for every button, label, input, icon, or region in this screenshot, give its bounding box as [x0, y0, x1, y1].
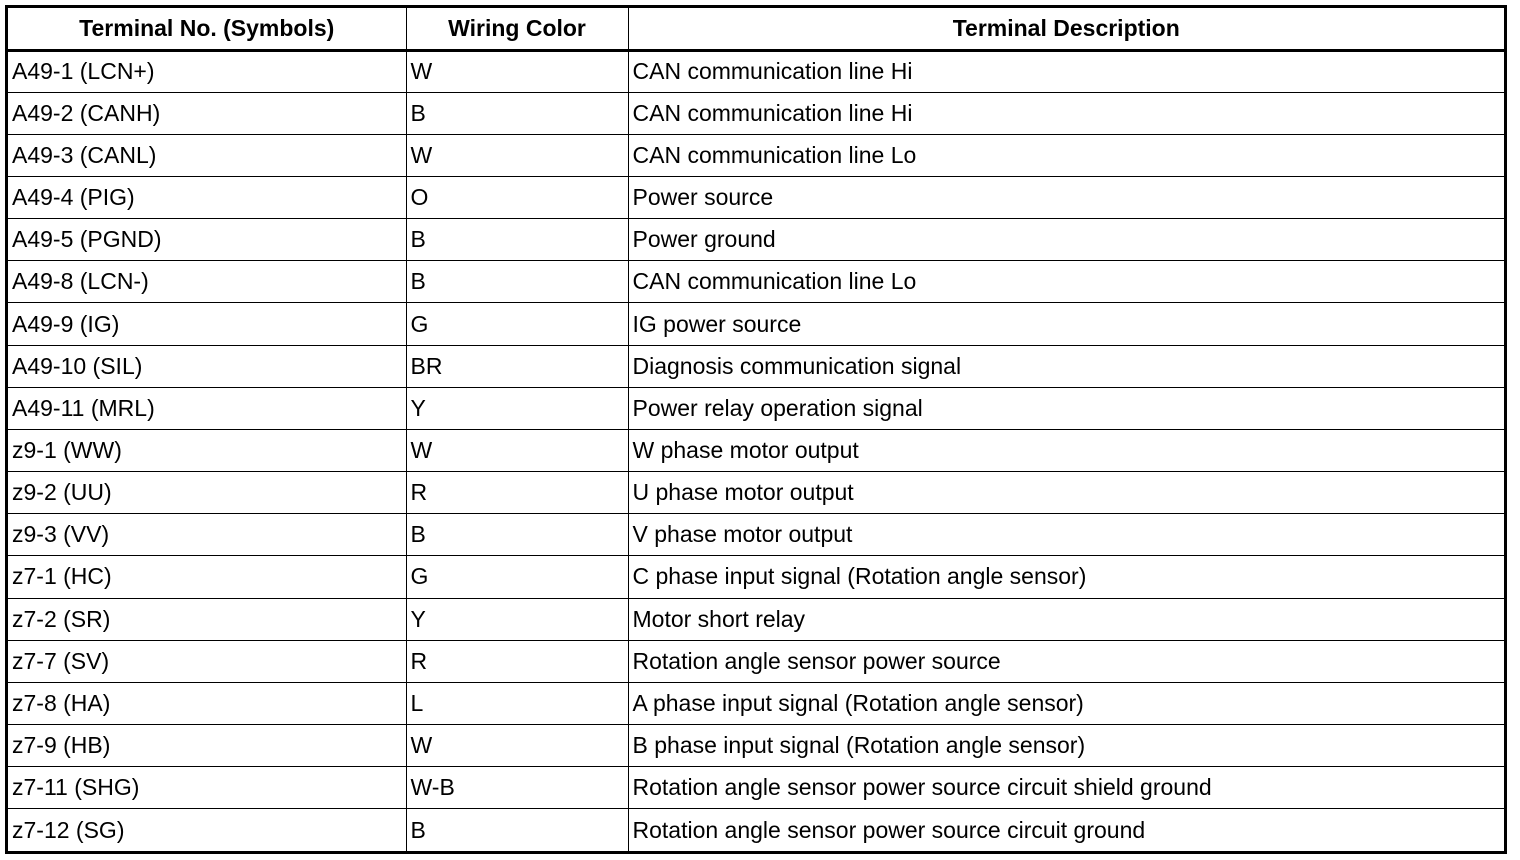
cell-terminal-no: z9-1 (WW): [8, 429, 406, 471]
cell-terminal-description: Rotation angle sensor power source circuit ground: [628, 809, 1504, 851]
header-terminal-description: Terminal Description: [628, 8, 1504, 50]
table-row: [8, 219, 1504, 261]
cell-terminal-description: CAN communication line Hi: [628, 92, 1504, 134]
cell-terminal-no: A49-3 (CANL): [8, 134, 406, 176]
cell-terminal-no: A49-2 (CANH): [8, 92, 406, 134]
cell-wiring-color: L: [406, 682, 628, 724]
cell-wiring-color: W-B: [406, 767, 628, 809]
table-row: [8, 556, 1504, 598]
cell-wiring-color: O: [406, 176, 628, 218]
cell-terminal-description: Diagnosis communication signal: [628, 345, 1504, 387]
cell-terminal-description: CAN communication line Lo: [628, 261, 1504, 303]
cell-terminal-description: Motor short relay: [628, 598, 1504, 640]
cell-terminal-no: A49-1 (LCN+): [12, 58, 155, 85]
cell-terminal-no: z7-7 (SV): [8, 640, 406, 682]
cell-wiring-color: G: [406, 556, 628, 598]
cell-terminal-no: A49-8 (LCN-): [8, 261, 406, 303]
cell-terminal-no: A49-5 (PGND): [8, 219, 406, 261]
table-header-row: [8, 8, 1504, 50]
header-terminal-no: Terminal No. (Symbols): [8, 8, 406, 50]
cell-wiring-color: Y: [406, 387, 628, 429]
cell-wiring-color: R: [406, 640, 628, 682]
cell-terminal-no: z7-2 (SR): [8, 598, 406, 640]
terminal-table: [8, 8, 1504, 851]
table-row: [8, 640, 1504, 682]
cell-terminal-no: A49-10 (SIL): [8, 345, 406, 387]
table-row: [8, 809, 1504, 851]
cell-terminal-no: A49-9 (IG): [8, 303, 406, 345]
cell-terminal-no: z7-9 (HB): [8, 725, 406, 767]
cell-terminal-description: IG power source: [628, 303, 1504, 345]
cell-wiring-color: B: [406, 809, 628, 851]
cell-terminal-description: CAN communication line Hi: [628, 50, 1504, 92]
cell-terminal-description: B phase input signal (Rotation angle sensor): [628, 725, 1504, 767]
table-row: [8, 682, 1504, 724]
cell-terminal-no: A49-4 (PIG): [8, 176, 406, 218]
cell-terminal-description: Power relay operation signal: [628, 387, 1504, 429]
table-row: [8, 472, 1504, 514]
cell-terminal-description: Power ground: [628, 219, 1504, 261]
cell-wiring-color: W: [406, 134, 628, 176]
cell-terminal-description: W phase motor output: [628, 429, 1504, 471]
table-row: [8, 134, 1504, 176]
cell-terminal-description: A phase input signal (Rotation angle sensor): [628, 682, 1504, 724]
cell-wiring-color: G: [406, 303, 628, 345]
table-row: [8, 176, 1504, 218]
terminal-table-frame: [5, 5, 1507, 854]
cell-terminal-no: z7-11 (SHG): [8, 767, 406, 809]
table-row: [8, 514, 1504, 556]
table-row: [8, 429, 1504, 471]
cell-terminal-no: z9-2 (UU): [8, 472, 406, 514]
cell-terminal-description: Rotation angle sensor power source circuit shield ground: [628, 767, 1504, 809]
cell-terminal-no: z7-8 (HA): [8, 682, 406, 724]
cell-terminal-description: Power source: [628, 176, 1504, 218]
cell-wiring-color: W: [406, 50, 628, 92]
cell-wiring-color: B: [406, 92, 628, 134]
cell-wiring-color: B: [406, 514, 628, 556]
table-row: [8, 767, 1504, 809]
cell-terminal-description: Rotation angle sensor power source: [628, 640, 1504, 682]
table-row: [8, 92, 1504, 134]
cell-terminal-no: z7-1 (HC): [8, 556, 406, 598]
table-row: [8, 725, 1504, 767]
table-row: [8, 387, 1504, 429]
cell-terminal-description: CAN communication line Lo: [628, 134, 1504, 176]
table-row: [8, 345, 1504, 387]
table-row: [8, 598, 1504, 640]
cell-wiring-color: W: [406, 725, 628, 767]
cell-terminal-no: A49-11 (MRL): [8, 387, 406, 429]
cell-terminal-description: C phase input signal (Rotation angle sensor): [628, 556, 1504, 598]
cell-terminal-no: z7-12 (SG): [8, 809, 406, 851]
cell-terminal-description: U phase motor output: [628, 472, 1504, 514]
cell-wiring-color: B: [406, 261, 628, 303]
table-row: [8, 303, 1504, 345]
cell-terminal-no: z9-3 (VV): [8, 514, 406, 556]
cell-wiring-color: Y: [406, 598, 628, 640]
table-body: [8, 50, 1504, 851]
table-row: [8, 261, 1504, 303]
table-row: [8, 50, 1504, 92]
cell-wiring-color: W: [406, 429, 628, 471]
cell-wiring-color: B: [406, 219, 628, 261]
cell-wiring-color: R: [406, 472, 628, 514]
cell-wiring-color: BR: [406, 345, 628, 387]
header-wiring-color: Wiring Color: [406, 8, 628, 50]
cell-terminal-description: V phase motor output: [628, 514, 1504, 556]
